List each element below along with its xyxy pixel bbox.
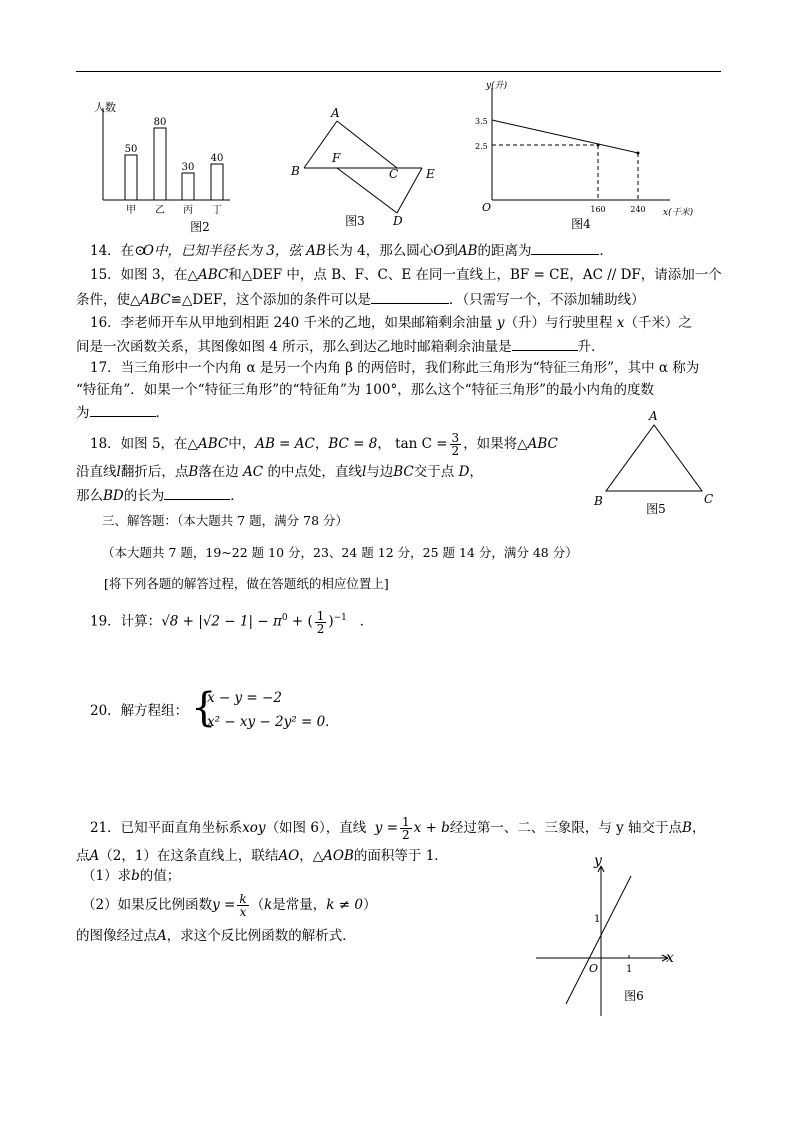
pt-D: D <box>393 214 403 228</box>
question-14: 14．在⊙O中，已知半径长为 3，弦 AB长为 4，那么圆心O到AB的距离为 ． <box>90 240 794 261</box>
fig2-bar <box>154 128 166 200</box>
fig6-axis-x: x <box>666 950 674 966</box>
fig5-pt-B: B <box>594 494 603 508</box>
pt-B: B <box>291 164 300 178</box>
answer-blank-14[interactable] <box>531 240 599 255</box>
question-18-line-3: 那么BD的长为 ． <box>76 485 794 506</box>
fig3-caption: 图3 <box>345 214 365 228</box>
question-20-label: 20．解方程组： <box>90 703 189 719</box>
fig4-tick-35: 3.5 <box>475 117 488 126</box>
figure-4-line-graph <box>470 78 705 233</box>
answer-blank-15[interactable] <box>371 289 449 304</box>
answer-blank-17[interactable] <box>90 402 156 417</box>
question-19: 19．计算：$√8 + |√2 - 1| - \pi^0$ + ( $\frac{1}{2}$ )$^{-1}$ ． <box>90 608 374 636</box>
fig6-caption: 图6 <box>624 989 644 1003</box>
fig5-pt-A: A <box>649 409 658 423</box>
question-17-line-3: 为 ． <box>76 402 794 423</box>
fig2-category-label: 丁 <box>212 205 222 216</box>
section-3-title: 三、解答题：（本大题共 7 题，满分 78 分） <box>102 513 349 528</box>
fig5-pt-C: C <box>704 492 714 506</box>
question-21-line-2: 点A（2，1）在这条直线上，联结AO，△AOB的面积等于 1． <box>76 848 448 864</box>
fraction-half-21: $\frac{1}{2}$ <box>402 815 410 842</box>
question-21-line-1: 21．已知平面直角坐标系xoy（如图 6），直线 y = $\frac{1}{2}$ x + b经过第一、二、三象限，与 y 轴交于点B， <box>90 815 706 842</box>
fuel-line <box>492 120 638 153</box>
header-rule <box>76 71 721 72</box>
fig6-tick-y: 1 <box>594 914 601 925</box>
fig2-value-label: 40 <box>210 153 224 164</box>
fig2-bar <box>182 173 194 200</box>
fraction-half: $\frac{1}{2}$ <box>316 608 325 636</box>
answer-blank-16[interactable] <box>512 336 578 351</box>
fig2-category-label: 甲 <box>126 205 136 216</box>
pt-A: A <box>331 106 340 120</box>
pt-E: E <box>426 167 435 181</box>
question-18-line-2: 沿直线l翻折后，点B落在边 AC 的中点处，直线l与边BC交于点 D， <box>76 464 483 480</box>
fig2-bar <box>125 155 137 200</box>
brace-system: { <box>191 685 217 731</box>
fig5-caption: 图5 <box>646 502 666 516</box>
question-17-line-2: “特征角”．如果一个“特征三角形”的“特征角”为 100°，那么这个“特征三角形”的最小内角的度数 <box>76 382 655 398</box>
fig4-tick-240: 240 <box>630 205 646 214</box>
seg-FD <box>337 168 397 213</box>
section-3-subtitle: （本大题共 7 题，19~22 题 10 分，23、24 题 12 分，25 题 14 分，满分 48 分） <box>102 545 578 560</box>
question-17-line-1: 17．当三角形中一个内角 α 是另一个内角 β 的两倍时，我们称此三角形为“特征三角形”，其中 α 称为 <box>90 360 700 376</box>
fraction-tan: $\frac{3}{2}$ <box>451 431 460 458</box>
pt-C: C <box>389 167 399 181</box>
question-15-line-2: 条件，使△ABC≌△DEF，这个添加的条件可以是 ．（只需写一个，不添加辅助线） <box>76 289 794 310</box>
fig4-tick-25: 2.5 <box>475 142 488 151</box>
figure-3-geometry <box>285 103 445 231</box>
question-21-part-2: （2）如果反比例函数y = $\frac{k}{x}$ （k是常量，k ≠ 0） <box>82 892 377 919</box>
answer-blank-18[interactable] <box>164 485 230 500</box>
question-18-line-1: 18．如图 5，在△ABC中，AB = AC，BC = 8， tan C = $\frac{3}{2}$ ，如果将△ABC <box>90 431 558 458</box>
question-16-line-1: 16．李老师开车从甲地到相距 240 千米的乙地，如果邮箱剩余油量 y（升）与行驶里程 x（千米）之 <box>90 315 692 331</box>
question-21-line-3: 的图像经过点A，求这个反比例函数的解析式． <box>76 928 356 944</box>
fig2-value-label: 30 <box>181 162 195 173</box>
fig4-y-label: y(升) <box>486 81 508 91</box>
circle-odot-icon: ⊙ <box>134 243 146 259</box>
question-21-part-1: （1）求b的值； <box>82 868 181 884</box>
fig2-y-label: 人数 <box>94 101 116 114</box>
fig2-category-label: 丙 <box>183 205 193 216</box>
question-20-eq1: x − y = −2 <box>207 690 282 706</box>
fig2-bar <box>211 164 223 200</box>
fig6-axis-y: y <box>594 853 602 869</box>
fig2-caption: 图2 <box>190 220 210 234</box>
fig6-tick-x: 1 <box>626 964 633 975</box>
fig2-value-label: 80 <box>153 117 167 128</box>
question-20-eq2: x² − xy − 2y² = 0． <box>207 714 339 730</box>
seg-ED <box>397 168 422 213</box>
figure-2-bar-chart <box>88 100 248 235</box>
fig4-tick-160: 160 <box>590 205 606 214</box>
fig2-category-label: 乙 <box>155 205 165 216</box>
fig4-caption: 图4 <box>571 217 591 231</box>
fig6-origin: O <box>589 962 599 975</box>
section-3-note: [将下列各题的解答过程，做在答题纸的相应位置上] <box>104 576 389 591</box>
question-16-line-2: 间是一次函数关系，其图像如图 4 所示，那么到达乙地时邮箱剩余油量是 升． <box>76 336 794 357</box>
fig4-origin: O <box>482 201 492 214</box>
seg-AC <box>337 121 397 168</box>
question-15-line-1: 15．如图 3，在△ABC和△DEF 中，点 B、F、C、E 在同一直线上，BF = CE，AC // DF，请添加一个 <box>90 267 722 283</box>
pt-F: F <box>332 151 341 165</box>
fraction-k-over-x: $\frac{k}{x}$ <box>239 892 247 919</box>
fig2-value-label: 50 <box>124 144 138 155</box>
fig4-x-label: x(千米) <box>663 208 694 218</box>
